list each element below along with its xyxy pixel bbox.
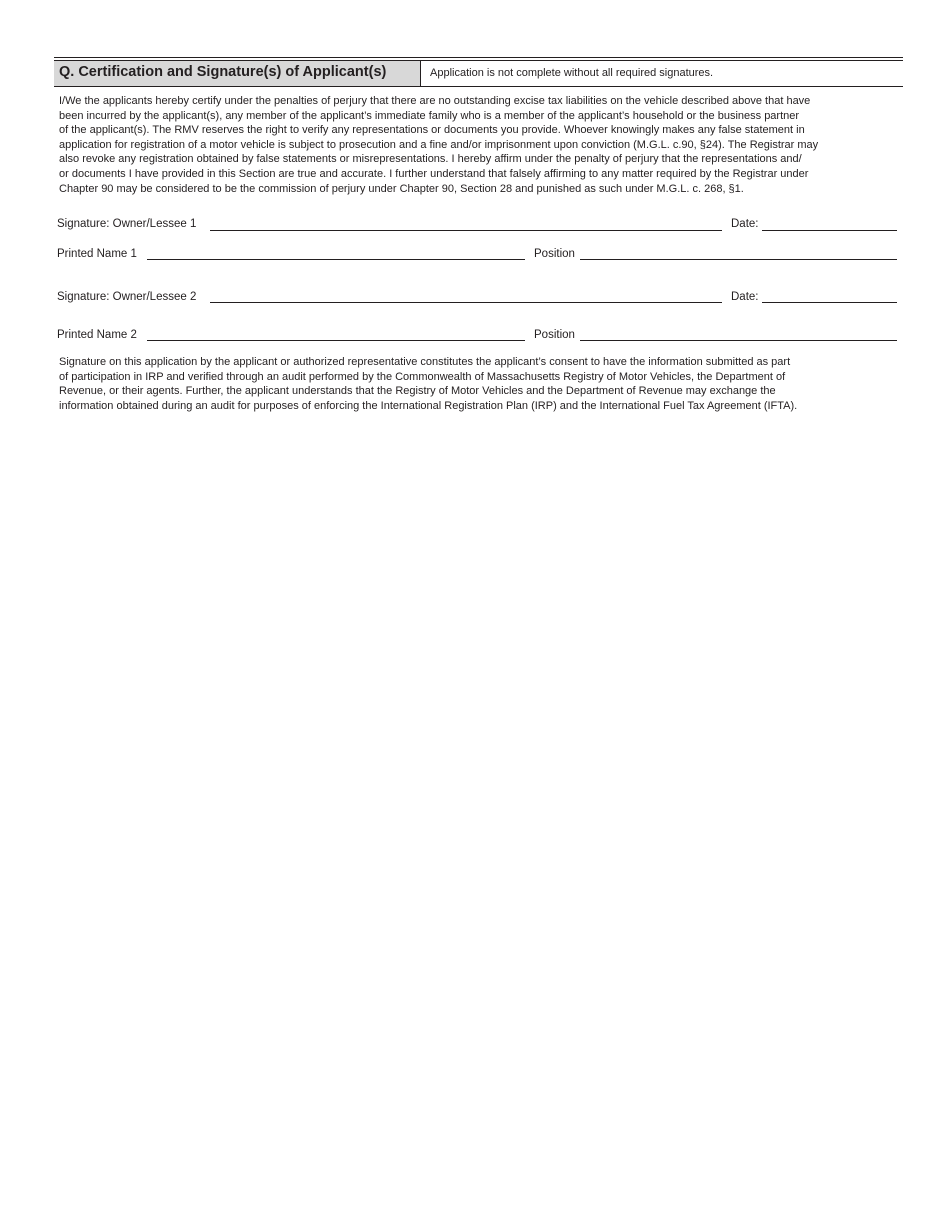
signature-1-label: Signature: Owner/Lessee 1 bbox=[57, 218, 197, 230]
date-1-field[interactable] bbox=[762, 230, 897, 231]
signature-2-field[interactable] bbox=[210, 302, 722, 303]
position-2-field[interactable] bbox=[580, 340, 897, 341]
position-2-label: Position bbox=[534, 329, 575, 341]
position-1-field[interactable] bbox=[580, 259, 897, 260]
section-title: Q. Certification and Signature(s) of Applicant(s) bbox=[54, 61, 421, 86]
printed-name-1-label: Printed Name 1 bbox=[57, 248, 137, 260]
consent-text: Signature on this application by the applicant or authorized representative constitutes the applicant’s consent to have the information submitted as part of participation in IRP and verified through an audit performed by the Commonwealth of Massachusetts Registry of Motor Vehicles, the Department of Revenue, or their agents. Further, the applicant understands that the Registry of Motor Vehicles and the Department of Revenue may exchange the information obtained during an audit for purposes of enforcing the International Registration Plan (IRP) and the International Fuel Tax Agreement (IFTA). bbox=[59, 356, 798, 412]
printed-name-1-field[interactable] bbox=[147, 259, 525, 260]
top-rule bbox=[54, 57, 903, 58]
date-1-label: Date: bbox=[731, 218, 759, 230]
signature-2-label: Signature: Owner/Lessee 2 bbox=[57, 291, 197, 303]
certification-text: I/We the applicants hereby certify under the penalties of perjury that there are no outstanding excise tax liabilities on the vehicle described above that have been incurred by the applicant(s), any member of the applicant’s immediate family who is a member of the applicant’s household or the business partner of the applicant(s). The RMV reserves the right to verify any representations or documents you provide. Whoever knowingly makes any false statement in application for registration of a motor vehicle is subject to prosecution and a fine and/or imprisonment upon conviction (M.G.L. c.90, §24). The Registrar may also revoke any registration obtained by false statements or misrepresentations. I hereby affirm under the penalty of perjury that the representations and/ or documents I have provided in this Section are true and accurate. I further understand that falsely affirming to any matter required by the Registrar under Chapter 90 may be considered to be the commission of perjury under Chapter 90, Section 28 and punished as such under M.G.L. c. 268, §1. bbox=[59, 95, 819, 195]
printed-name-2-field[interactable] bbox=[147, 340, 525, 341]
printed-name-2-label: Printed Name 2 bbox=[57, 329, 137, 341]
section-q-header bbox=[54, 60, 903, 87]
date-2-label: Date: bbox=[731, 291, 759, 303]
position-1-label: Position bbox=[534, 248, 575, 260]
section-note: Application is not complete without all required signatures. bbox=[430, 67, 714, 79]
date-2-field[interactable] bbox=[762, 302, 897, 303]
signature-1-field[interactable] bbox=[210, 230, 722, 231]
